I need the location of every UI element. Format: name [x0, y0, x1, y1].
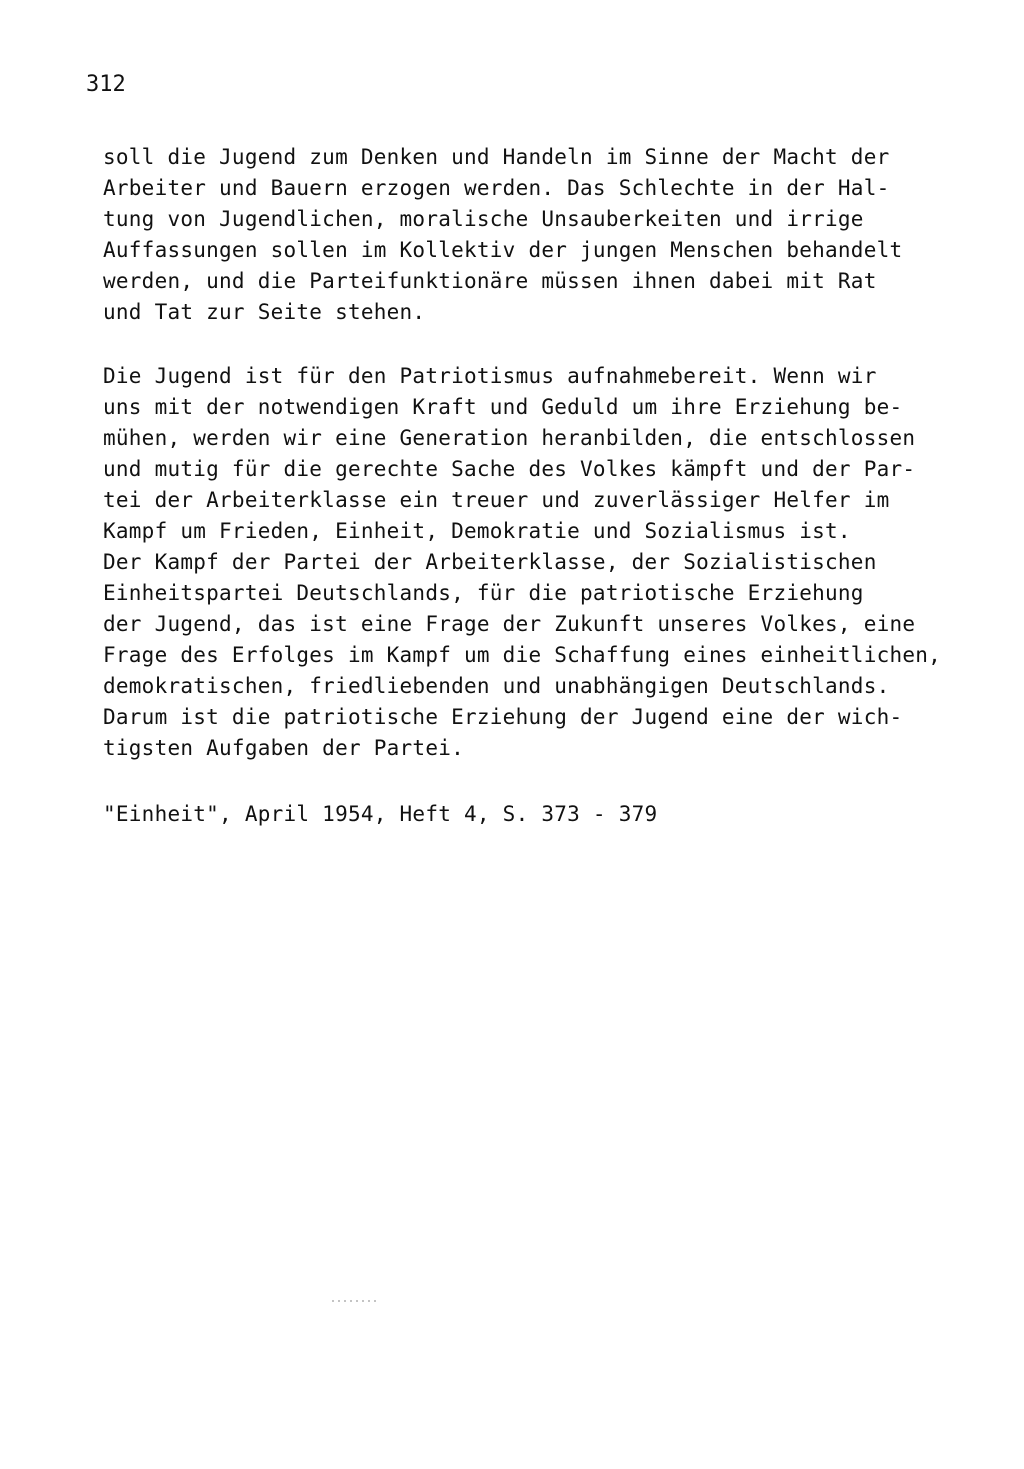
body-paragraph	[103, 142, 923, 328]
text-line: soll die Jugend zum Denken und Handeln im Sinne der Macht der	[103, 145, 890, 169]
text-line: tung von Jugendlichen, moralische Unsauberkeiten und irrige	[103, 207, 864, 231]
text-line: mühen, werden wir eine Generation heranbilden, die entschlossen	[103, 426, 916, 450]
text-line: tigsten Aufgaben der Partei.	[103, 736, 465, 760]
citation-line: "Einheit", April 1954, Heft 4, S. 373 - 379	[103, 802, 658, 826]
text-line: Kampf um Frieden, Einheit, Demokratie und Sozialismus ist.	[103, 519, 851, 543]
body-paragraph	[103, 361, 942, 764]
text-line: Arbeiter und Bauern erzogen werden. Das Schlechte in der Hal-	[103, 176, 890, 200]
text-line: Die Jugend ist für den Patriotismus aufnahmebereit. Wenn wir	[103, 364, 877, 388]
text-line: Der Kampf der Partei der Arbeiterklasse, der Sozialistischen	[103, 550, 877, 574]
text-line: Frage des Erfolges im Kampf um die Schaffung eines einheitlichen,	[103, 643, 942, 667]
text-line: Einheitspartei Deutschlands, für die patriotische Erziehung	[103, 581, 864, 605]
text-line: demokratischen, friedliebenden und unabhängigen Deutschlands.	[103, 674, 890, 698]
text-line: Darum ist die patriotische Erziehung der Jugend eine der wich-	[103, 705, 903, 729]
text-line: der Jugend, das ist eine Frage der Zukunft unseres Volkes, eine	[103, 612, 916, 636]
page-number: 312	[86, 72, 126, 97]
paper-speck	[330, 1299, 378, 1303]
source-citation	[103, 799, 923, 830]
text-line: werden, und die Parteifunktionäre müssen ihnen dabei mit Rat	[103, 269, 877, 293]
text-line: und mutig für die gerechte Sache des Volkes kämpft und der Par-	[103, 457, 916, 481]
text-line: und Tat zur Seite stehen.	[103, 300, 426, 324]
text-line: tei der Arbeiterklasse ein treuer und zuverlässiger Helfer im	[103, 488, 890, 512]
text-line: Auffassungen sollen im Kollektiv der jungen Menschen behandelt	[103, 238, 903, 262]
text-line: uns mit der notwendigen Kraft und Geduld um ihre Erziehung be-	[103, 395, 903, 419]
